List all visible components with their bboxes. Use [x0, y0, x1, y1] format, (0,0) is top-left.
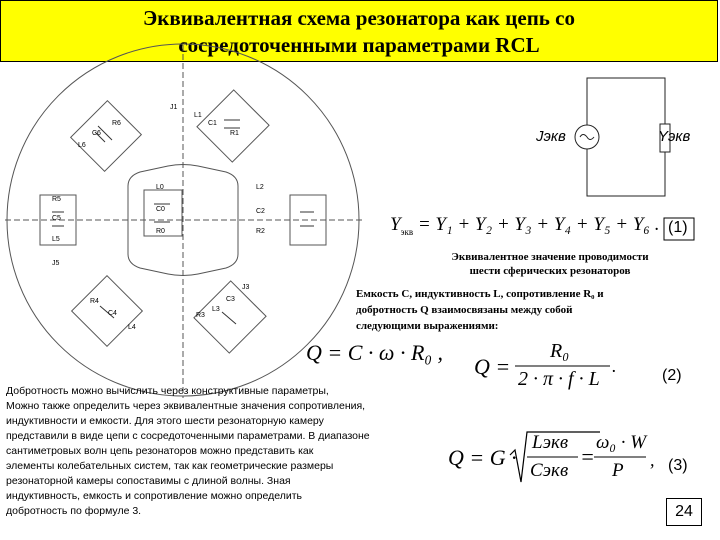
label-l6: L6 [78, 142, 86, 149]
eq3-end: , [650, 450, 655, 470]
eq2b-numerator: R₀ [550, 340, 570, 362]
eq2b-lhs: Q = [474, 354, 511, 379]
label-r2: R2 [256, 228, 265, 235]
title-line-1: Эквивалентная схема резонатора как цепь со [143, 6, 575, 30]
eq2b-denominator: 2 · π · f · L [518, 368, 600, 390]
label-l3: L3 [212, 306, 220, 313]
label-c5: C5 [52, 215, 61, 222]
label-c3: C3 [226, 296, 235, 303]
label-c0: C0 [156, 206, 165, 213]
eq3-equals: = [580, 444, 595, 469]
description-paragraph: Добротность можно вычислить через конструктивные параметры, Можно также определить через эквивалентные значения сопротивления, индуктивности и емкости. Для этого шести резонаторную камеру представили в виде цепи с сосредоточенными параметрами. В диапазоне сантиметровых волн цепь резонаторов можно представить как элементы колебательных систем, так как геометрические размеры резонаторной камеры сопоставимы с длиной волны. Зная индуктивность, емкость и сопротивление можно определить добротность по формуле 3. [6, 385, 370, 517]
eq3-lhs: Q = G · [448, 445, 517, 470]
label-l0: L0 [156, 184, 164, 191]
label-r1: R1 [230, 130, 239, 137]
eq3-den2: P [612, 460, 624, 481]
eq2-number: (2) [662, 367, 682, 384]
title-line-2: сосредоточенными параметрами RCL [178, 33, 540, 57]
source-label: Jэкв [536, 128, 566, 145]
label-l4: L4 [128, 324, 136, 331]
admittance-label: Yэкв [658, 128, 691, 145]
relations-paragraph: Емкость C, индуктивность L, сопротивление R₀ и добротность Q взаимосвязаны между собой следующими выражениями: [356, 288, 604, 332]
label-r3: R3 [196, 312, 205, 319]
equation-1: $Y_{экв} = Y_1 + Y_2 + Y_3 + Y_4 + Y_5 + Y_6$ . [390, 214, 660, 237]
equation-2a: Q = C · ω · R₀ , [306, 340, 444, 365]
label-r5: R5 [52, 196, 61, 203]
label-c4: C4 [108, 310, 117, 317]
label-r4: R4 [90, 298, 99, 305]
eq3-num2: ω₀ · W [596, 432, 647, 453]
eq2b-end: . [612, 356, 617, 376]
caption-1: Эквивалентное значение проводимости шести сферических резонаторов [451, 251, 649, 277]
label-r0: R0 [156, 228, 165, 235]
label-c1: C1 [208, 120, 217, 127]
label-c6: C6 [92, 130, 101, 137]
label-c2: C2 [256, 208, 265, 215]
label-j3: J3 [242, 284, 250, 291]
eq3-number: (3) [668, 457, 688, 474]
label-l5: L5 [52, 236, 60, 243]
eq1-number: (1) [668, 219, 688, 236]
eq3-den1: Cэкв [530, 460, 569, 481]
label-r6: R6 [112, 120, 121, 127]
page-number: 24 [666, 498, 702, 526]
label-l1: L1 [194, 112, 202, 119]
label-j5: J5 [52, 260, 60, 267]
label-j1: J1 [170, 104, 178, 111]
eq3-num1: Lэкв [532, 432, 569, 453]
equiv-circuit [575, 78, 670, 196]
label-l2: L2 [256, 184, 264, 191]
